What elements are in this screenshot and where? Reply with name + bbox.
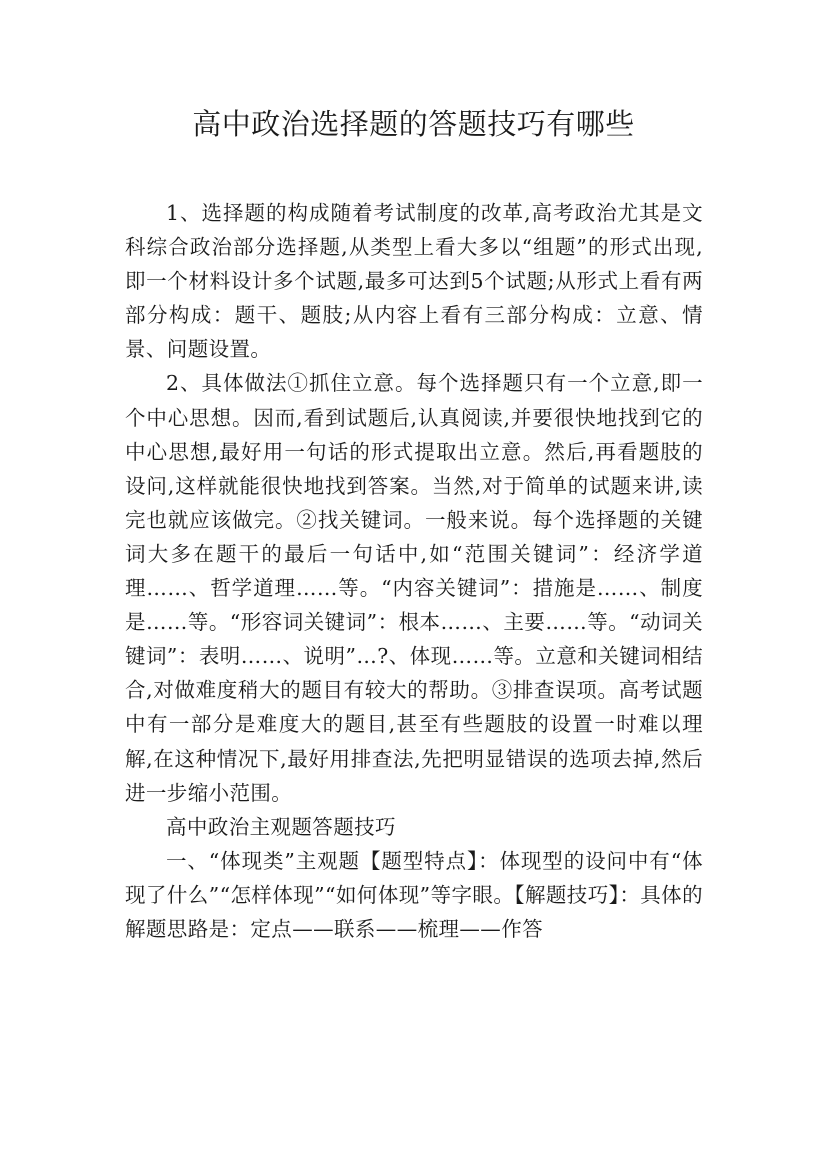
paragraph-3: 一、“体现类”主观题【题型特点】：体现型的设问中有“体现了什么”“怎样体现”“如何体现”等字眼。【解题技巧】：具体的解题思路是：定点——联系——梳理——作答 [125, 848, 703, 941]
document-title: 高中政治选择题的答题技巧有哪些 [192, 107, 635, 141]
paragraph-1: 1、选择题的构成随着考试制度的改革,高考政治尤其是文科综合政治部分选择题,从类型上看大多以“组题”的形式出现,即一个材料设计多个试题,最多可达到5个试题;从形式上看有两部分构成：题干、题肢;从内容上看有三部分构成：立意、情景、问题设置。 [125, 201, 703, 362]
section-heading: 高中政治主观题答题技巧 [166, 814, 396, 839]
paragraph-2: 2、具体做法①抓住立意。每个选择题只有一个立意,即一个中心思想。因而,看到试题后,认真阅读,并要很快地找到它的中心思想,最好用一句话的形式提取出立意。然后,再看题肢的设问,这样就能很快地找到答案。当然,对于简单的试题来讲,读完也就应该做完。②找关键词。一般来说。每个选择题的关键词大多在题干的最后一句话中,如“范围关键词”：经济学道理……、哲学道理……等。“内容关键词”：措施是……、制度是……等。“形容词关键词”：根本……、主要……等。“动词关键词”：表明……、说明”…?、体现……等。立意和关键词相结合,对做难度稍大的题目有较大的帮助。③排查误项。高考试题中有一部分是难度大的题目,甚至有些题肢的设置一时难以理解,在这种情况下,最好用排查法,先把明显错误的选项去掉,然后进一步缩小范围。 [125, 371, 703, 805]
document-body [125, 196, 703, 946]
